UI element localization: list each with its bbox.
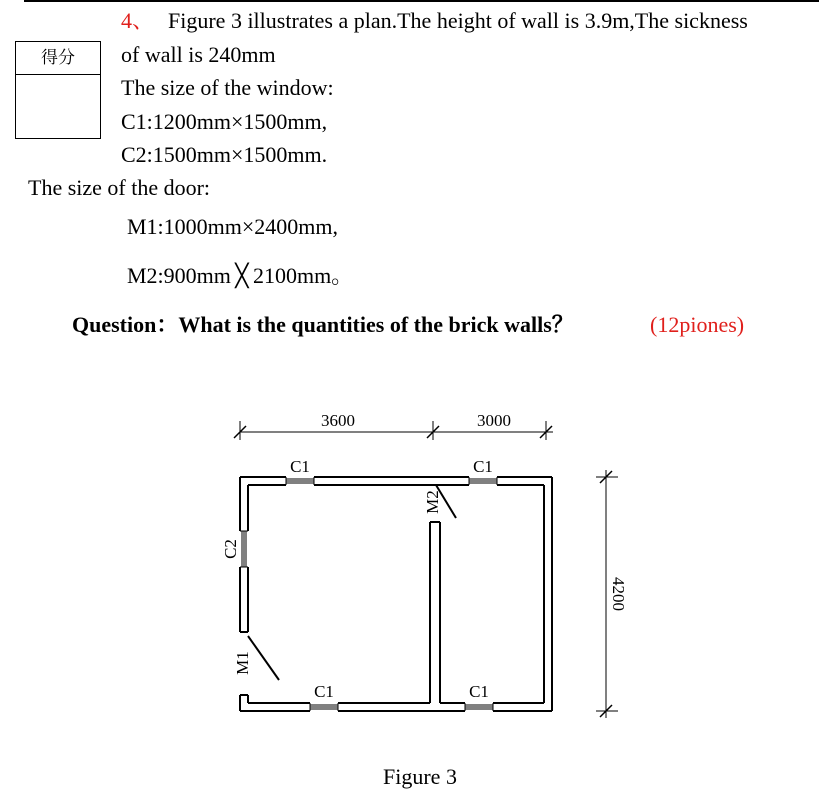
walls	[240, 477, 552, 711]
window-c1-size: C1:1200mm×1500mm,	[121, 109, 328, 134]
figure-caption: Figure 3	[383, 764, 457, 789]
label-c1-top-right: C1	[473, 457, 493, 476]
label-m2: M2	[423, 490, 442, 514]
window-c1-top-left	[286, 477, 314, 485]
label-c1-bottom-right: C1	[469, 682, 489, 701]
problem-intro: Figure 3 illustrates a plan.The height of wall is 3.9m,The sickness	[168, 8, 748, 33]
dim-height: 4200	[609, 577, 628, 611]
door-m1-swing	[248, 636, 279, 680]
window-c1-bottom-left	[310, 703, 338, 711]
window-c2-size: C2:1500mm×1500mm.	[121, 142, 328, 167]
problem-number: 4、	[121, 8, 155, 33]
score-label: 得分	[16, 42, 100, 75]
dim-left-width: 3600	[321, 411, 355, 430]
label-m1: M1	[233, 651, 252, 675]
door-m1-size: M1:1000mm×2400mm,	[127, 214, 339, 239]
window-c1-top-right	[469, 477, 497, 485]
question-points: (12piones)	[650, 312, 745, 337]
door-heading: The size of the door:	[28, 175, 211, 200]
question-text: Question：What is the quantities of the brick walls？	[72, 312, 574, 337]
label-c1-top-left: C1	[290, 457, 310, 476]
door-m2-size: M2:900mm ╳ 2100mm。	[127, 263, 354, 288]
wall-thickness-text: of wall is 240mm	[121, 42, 276, 67]
label-c1-bottom-left: C1	[314, 682, 334, 701]
dim-right-width: 3000	[477, 411, 511, 430]
window-c2-left	[240, 531, 248, 567]
window-heading: The size of the window:	[121, 75, 334, 100]
window-c1-bottom-right	[465, 703, 493, 711]
label-c2: C2	[221, 539, 240, 559]
